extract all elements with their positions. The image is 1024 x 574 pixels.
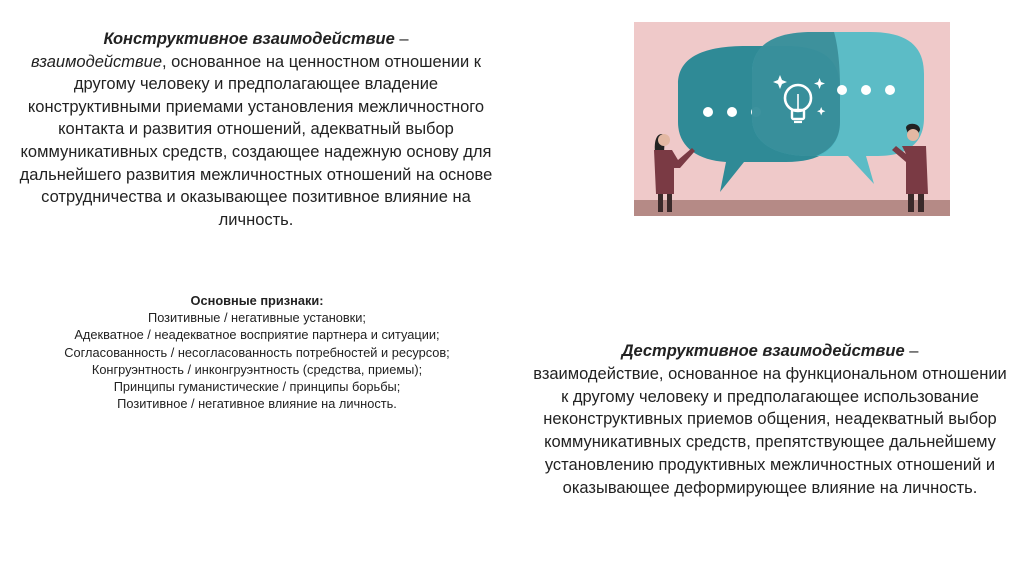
destructive-term: Деструктивное взаимодействие (621, 342, 905, 360)
feature-item: Согласованность / несогласованность потребностей и ресурсов; (64, 344, 450, 360)
destructive-text: взаимодействие, основанное на функциональном отношении к другому человеку и предполагающее использование неконструктивных приемов общения, неадекватный выбор коммуникативных средств, препятствующее дальнейшему установлению продуктивных межличностных отношений и оказывающее деформирующее влияние на личность. (533, 364, 1007, 497)
constructive-text: , основанное на ценностном отношении к другому человеку и предполагающее владение конструктивными приемами установления межличностного контакта и развития отношений, адекватный выбор коммуникативных средств, создающее надежную основу для дальнейшего развития межличностных отношений на основе сотрудничества и оказывающее позитивное влияние на личность. (19, 52, 493, 229)
feature-item: Позитивное / негативное влияние на личность. (117, 396, 397, 412)
feature-item: Принципы гуманистические / принципы борьбы; (113, 379, 401, 395)
communication-illustration (634, 22, 950, 216)
destructive-definition (530, 340, 1010, 500)
illustration-floor (634, 200, 950, 216)
constructive-dash: – (394, 30, 409, 48)
feature-item: Адекватное / неадекватное восприятие партнера и ситуации; (74, 327, 440, 343)
destructive-dash: – (904, 342, 919, 360)
feature-item: Позитивные / негативные установки; (148, 310, 366, 326)
constructive-term: Конструктивное взаимодействие (103, 30, 395, 48)
features-title: Основные признаки: (190, 293, 324, 308)
constructive-term-repeat: взаимодействие (31, 52, 163, 71)
features-list (22, 292, 492, 412)
constructive-definition (18, 28, 494, 231)
feature-item: Конгруэнтность / инконгруэнтность (средства, приемы); (91, 361, 423, 377)
